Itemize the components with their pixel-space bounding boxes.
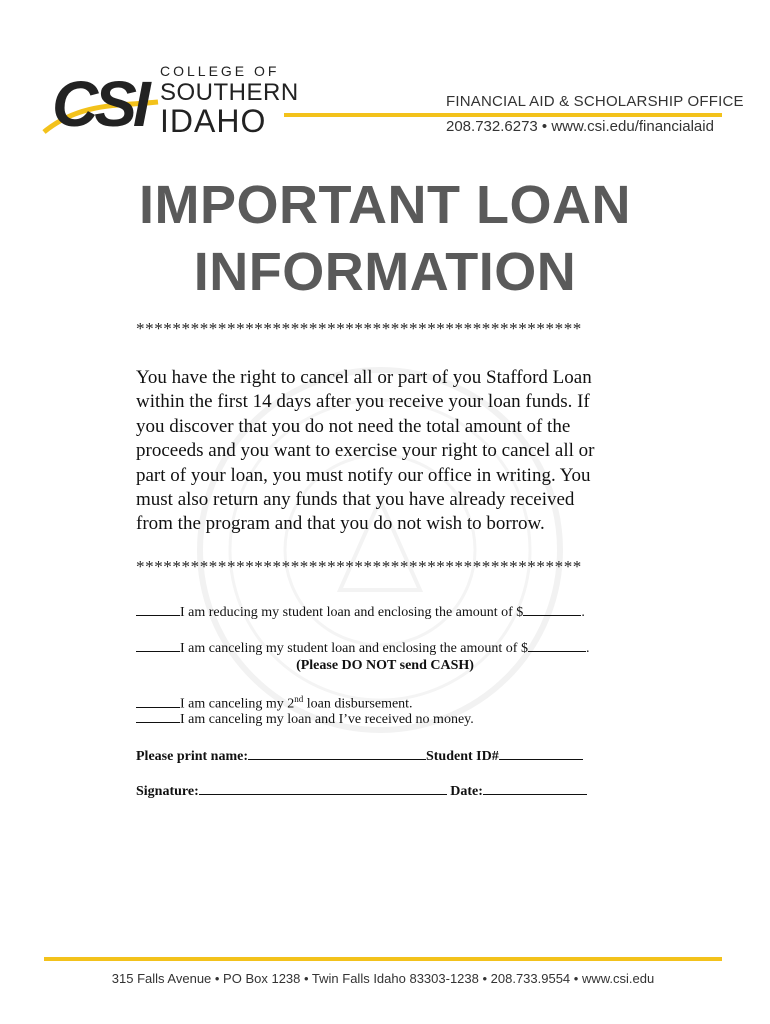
notice-line: must also return any funds that you have already received [136,489,575,511]
disbursement-text-post: loan disbursement. [303,696,413,712]
no-money-check-blank[interactable] [136,711,180,723]
cash-note: (Please DO NOT send CASH) [296,658,474,673]
separator-top: ************************************************* [136,319,582,338]
cancellation-notice [136,366,636,537]
logo-wordmark [160,64,299,137]
reduce-check-blank[interactable] [136,604,180,616]
disbursement-text-pre: I am canceling my 2 [180,696,295,712]
print-name-field[interactable] [248,748,426,760]
logo-line-idaho: IDAHO [160,103,267,139]
no-money-text: I am canceling my loan and I’ve received no money. [180,712,474,727]
separator-bottom: ************************************************* [136,557,582,576]
footer-gold-rule [44,957,722,961]
disbursement-check-blank[interactable] [136,696,180,708]
reduce-option-text: I am reducing my student loan and enclosing the amount of $ [180,605,524,620]
notice-line: You have the right to cancel all or part of you Stafford Loan [136,367,592,388]
disbursement-ordinal: nd [294,694,304,704]
svg-text:CSI: CSI [52,68,147,134]
student-id-field[interactable] [499,748,583,760]
signature-label: Signature: [136,784,199,799]
option-cancel-loan: I am canceling my student loan and enclosing the amount of $ . [136,640,589,657]
title-line-2: INFORMATION [193,242,577,302]
footer-address: 315 Falls Avenue • PO Box 1238 • Twin Falls Idaho 83303-1238 • 208.733.9554 • www.csi.edu [111,971,655,986]
notice-line: proceeds and you want to exercise your right to cancel all or [136,440,595,462]
option-cancel-no-money [136,711,474,728]
date-field[interactable] [483,783,587,795]
logo-line-college: COLLEGE OF [160,63,280,79]
signature-field[interactable] [199,783,447,795]
logo-line-southern: SOUTHERN [160,79,299,106]
name-id-row [136,748,583,765]
student-id-label: Student ID# [425,749,499,764]
notice-line: part of your loan, you must notify our office in writing. You [136,464,591,486]
title-line-1: IMPORTANT LOAN [139,175,631,235]
office-name: FINANCIAL AID & SCHOLARSHIP OFFICE [446,93,744,110]
cancel-amount-blank[interactable] [528,640,586,652]
cancel-option-text: I am canceling my student loan and enclosing the amount of $ [180,641,528,656]
header-gold-rule [284,113,722,117]
signature-date-row [136,783,587,800]
notice-line: from the program and that you do not wish to borrow. [136,513,545,535]
print-name-label: Please print name: [136,749,248,764]
date-label: Date: [450,784,483,799]
option-reduce-loan: I am reducing my student loan and enclosing the amount of $ . [136,604,585,621]
option-cancel-disbursement [136,694,413,713]
notice-line: within the first 14 days after you receive your loan funds. If [136,391,590,413]
office-contact: 208.732.6273 • www.csi.edu/financialaid [446,118,714,135]
cancel-check-blank[interactable] [136,640,180,652]
reduce-amount-blank[interactable] [523,604,581,616]
notice-line: you discover that you do not need the total amount of the [136,415,571,437]
